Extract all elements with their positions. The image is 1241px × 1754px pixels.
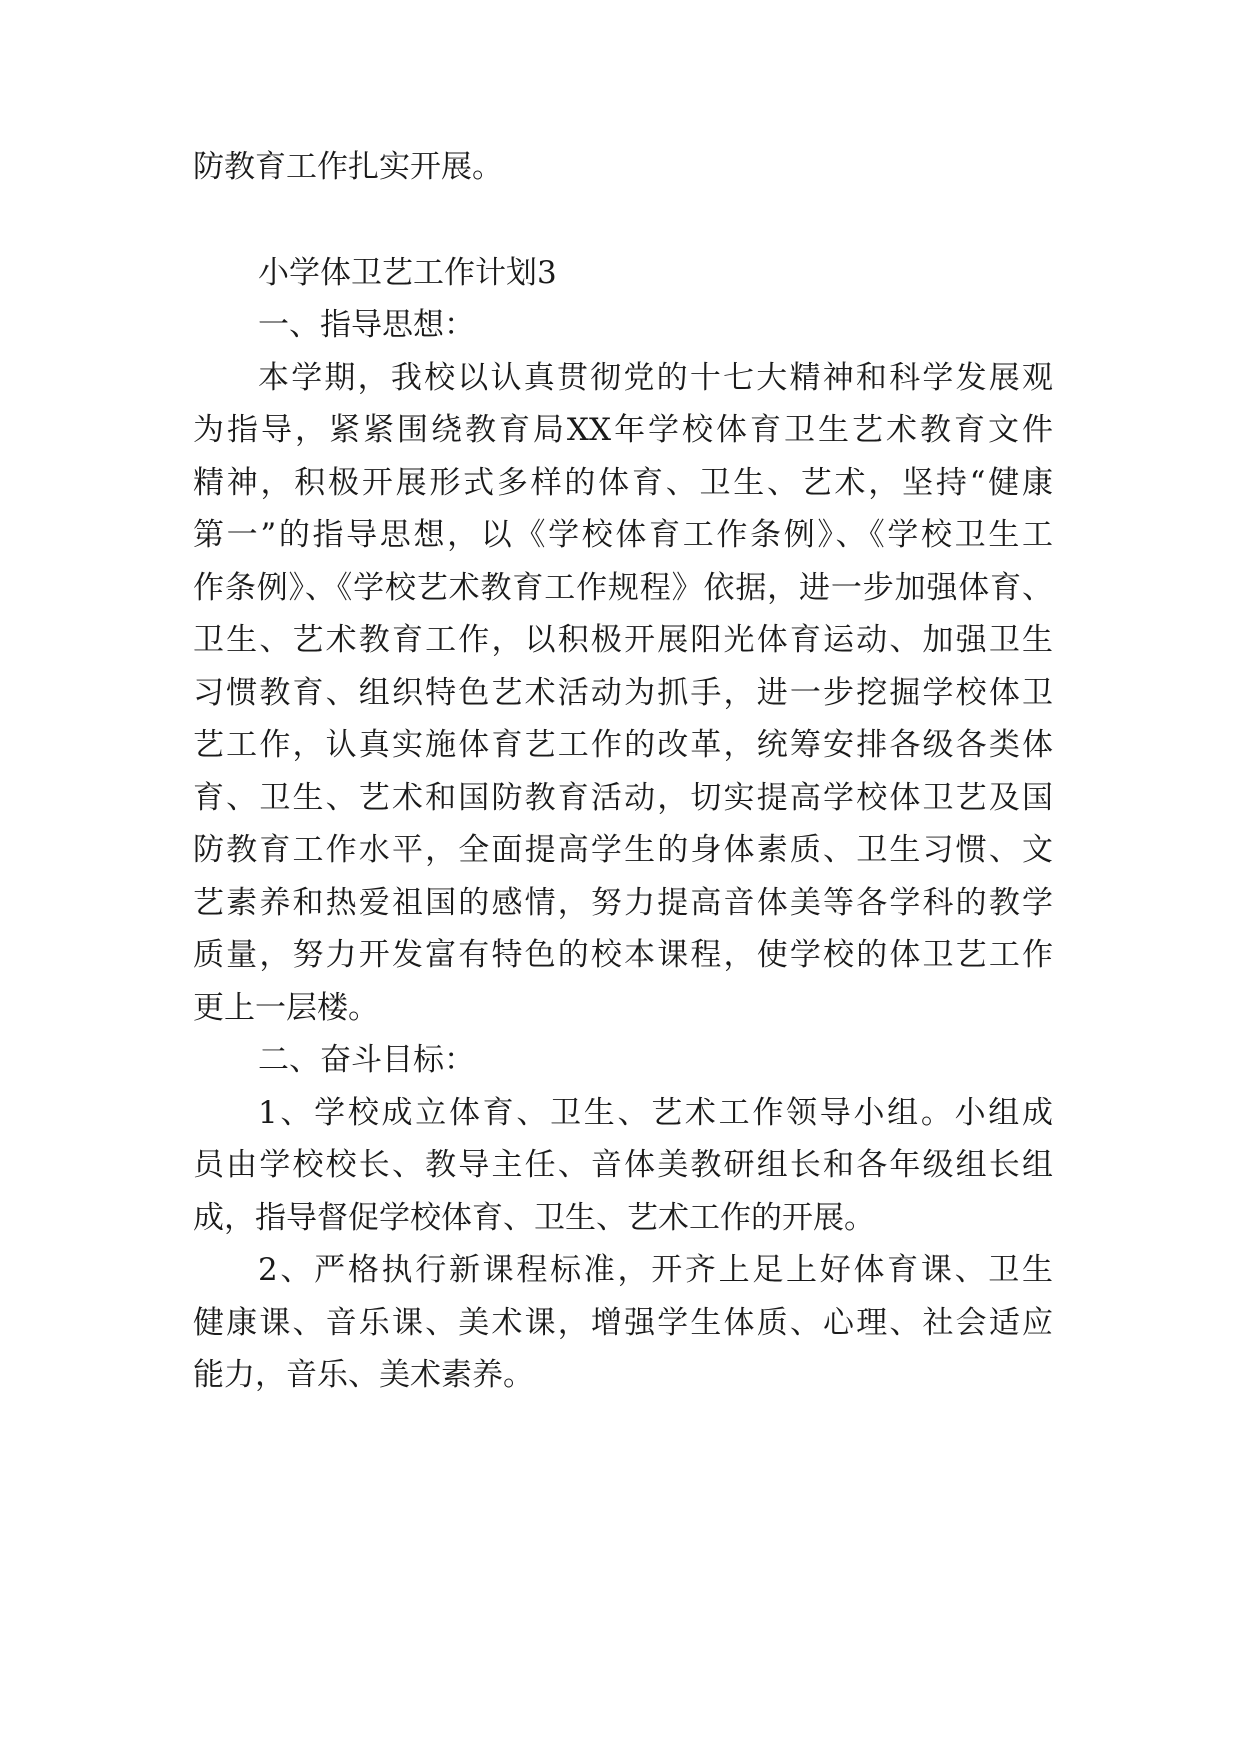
paragraph-line: 本学期，我校以认真贯彻党的十七大精神和科学发展观 <box>258 360 1053 396</box>
list-item-line: 员由学校校长、教导主任、音体美教研组长和各年级组长组 <box>193 1147 1053 1183</box>
text-line-continuation: 防教育工作扎实开展。 <box>193 149 503 185</box>
list-item-line: 1、学校成立体育、卫生、艺术工作领导小组。小组成 <box>258 1095 1053 1131</box>
list-item-line: 健康课、音乐课、美术课，增强学生体质、心理、社会适应 <box>193 1305 1053 1341</box>
paragraph-line: 精神，积极开展形式多样的体育、卫生、艺术，坚持“健康 <box>193 465 1053 501</box>
list-item-line: 2、严格执行新课程标准，开齐上足上好体育课、卫生 <box>258 1252 1053 1288</box>
heading-guiding-ideology: 一、指导思想： <box>258 307 475 343</box>
paragraph-line: 为指导，紧紧围绕教育局XX年学校体育卫生艺术教育文件 <box>193 412 1053 448</box>
paragraph-line: 防教育工作水平，全面提高学生的身体素质、卫生习惯、文 <box>193 832 1053 868</box>
section-title: 小学体卫艺工作计划3 <box>258 255 557 291</box>
list-item-line: 成，指导督促学校体育、卫生、艺术工作的开展。 <box>193 1200 875 1236</box>
paragraph-line: 习惯教育、组织特色艺术活动为抓手，进一步挖掘学校体卫 <box>193 675 1053 711</box>
paragraph-line: 育、卫生、艺术和国防教育活动，切实提高学校体卫艺及国 <box>193 780 1053 816</box>
paragraph-line: 艺工作，认真实施体育艺工作的改革，统筹安排各级各类体 <box>193 727 1053 763</box>
heading-goals: 二、奋斗目标： <box>258 1042 475 1078</box>
paragraph-line: 卫生、艺术教育工作，以积极开展阳光体育运动、加强卫生 <box>193 622 1053 658</box>
paragraph-line: 更上一层楼。 <box>193 990 379 1026</box>
paragraph-line: 质量，努力开发富有特色的校本课程，使学校的体卫艺工作 <box>193 937 1053 973</box>
list-item-line: 能力，音乐、美术素养。 <box>193 1357 534 1393</box>
paragraph-line: 作条例》、《学校艺术教育工作规程》依据，进一步加强体育、 <box>193 570 1053 606</box>
paragraph-line: 第一”的指导思想，以《学校体育工作条例》、《学校卫生工 <box>193 517 1053 553</box>
paragraph-line: 艺素养和热爱祖国的感情，努力提高音体美等各学科的教学 <box>193 885 1053 921</box>
